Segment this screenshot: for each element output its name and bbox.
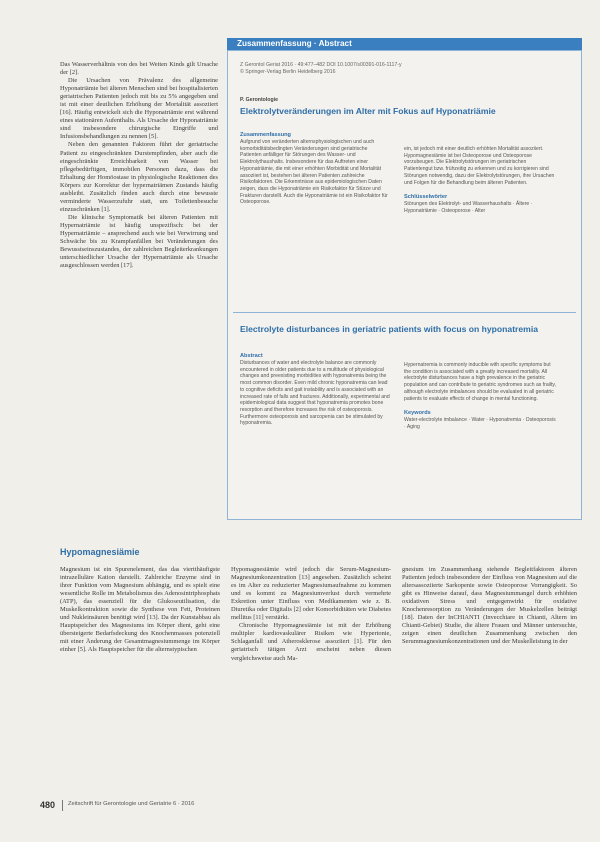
german-abstract-title: Elektrolytveränderungen im Alter mit Fokus auf Hyponatriämie: [240, 106, 496, 116]
paragraph: Die Ursachen von Prävalenz des allgemeine Hyponatriämie bei älteren Menschen sind bei hospitalisierten geriatrischen Patienten jedoch mit bis zu 5% angegeben und ist mit einer deutlichen Erhöhung der Mortalität assoziiert [16]. Häufig entwickelt sich die Hyponatriämie erst während eines stationären Aufenthalts. Als Ursache der Hyponatriämie sind insbesondere chirurgische Eingriffe und Infusionsbehandlungen zu nennen [5].: [60, 77, 218, 141]
body-column-1: [60, 566, 220, 655]
paragraph: Chronische Hypomagnesiämie ist mit der Erhöhung multipler kardiovaskulärer Risiken wie Hypertonie, Schlaganfall und Atherosklerose assoziiert [1]. Für den geriatrisch tätigen Arzt erscheint neben diesen vergleichsweise auch Ma-: [231, 622, 391, 662]
footer-divider: [62, 800, 63, 811]
paragraph: gnesium im Zusammenhang stehende Begleitfaktoren älteren Patienten jedoch insbesondere der Einfluss von Magnesium auf die altersassoziierte Sarkopenie sowie Osteoporose Vorrangigkeit. So gibt es Hinweise darauf, dass Magnesiummangel durch erhöhten oxidativen Stress und entgegenwirkt für oxidative Knochenresorption zu Veränderungen der Muskelzellen beiträgt [18]. Daten der InCHIANTI (Invecchiare in Chianti, Altern im Chianti-Gebiet) Studie, die ältere Frauen und Männer untersuchte, zeigen einen deutlichen Zusammenhang zwischen den Serummagnesiumkonzentrationen und der Muskelleistung in der: [402, 566, 577, 646]
keywords-heading: Schlüsselwörter: [404, 194, 448, 201]
section-heading: Abstract: [240, 353, 263, 359]
page-number: 480: [40, 800, 56, 810]
abstract-text: Hypernatremia is commonly inducible with specific symptoms but the condition is associated with a greatly increased mortality. All electrolyte disturbances have a high prevalence in the geriatric population and can contribute to geriatric syndromes such as frailty, although electrolyte imbalances should be evaluated in all geriatric patients to evaluate effects of change in mental functioning.: [404, 362, 556, 402]
abstract-tab-label: Zusammenfassung · Abstract: [227, 38, 582, 50]
german-abstract-left: [240, 132, 390, 206]
divider: [233, 312, 576, 313]
paragraph: Neben den genannten Faktoren führt der geriatrische Patient zu eingeschränkten Durstempfinden, aber auch die eingeschränkte Erreichbarkeit von Wasser bei pflegebedürftigen, immobilen Personen dazu, dass die Erhaltung der Homöostase in physiologische Reaktionen des Körpers zur Korrektur der hypernatriämen Zustands häufig ausbleibt. Zusätzlich finden auch durch eine bewusste verminderte Wasserzufuhr statt, um Toilettenbesuche einzuschränken [1].: [60, 141, 218, 213]
keywords-heading: Keywords: [404, 410, 431, 417]
english-abstract-title: Electrolyte disturbances in geriatric patients with focus on hyponatremia: [240, 324, 538, 334]
section-heading-hypomagnesiaemie: Hypomagnesiämie: [60, 547, 140, 557]
left-column-text: [60, 61, 218, 270]
abstract-text: ein, ist jedoch mit einer deutlich erhöhten Mortalität assoziiert. Hypomagnesiämie ist bei Osteoporose und Osteoporose vorzubeugen. Die Elektrolytstörungen im geriatrischen Patientengut bzw. frühzeitig zu erkennen und zu korrigieren sind Störungen notwendig, dazu der Elektrolytstörungen, ihre Ursachen und Folgen für die Behandlung beim älteren Patienten.: [404, 146, 555, 186]
paragraph: Die klinische Symptomatik bei älteren Patienten mit Hypernatriämie ist häufig unspezifisch: bei der Hypernatriämie – ansprechend auch wie bei Verwirrung und Schwäche bis zu Krampfanfällen bei Veränderungen des Bewusstseinszustandes, der zahlreichen Begleiterkrankungen unterschiedlicher Ursache der Hypernatriämie als Ursache ausgeschlossen werden [17].: [60, 213, 218, 270]
german-abstract-right: [404, 146, 556, 215]
body-column-3: [402, 566, 577, 646]
author-line: P. Gerontologie: [240, 97, 278, 103]
paragraph: Das Wasserverhältnis von des bei Weiten Kinds gilt Ursache der [2].: [60, 61, 218, 77]
abstract-box: [227, 50, 582, 520]
keywords-text: Water-electrolyte imbalance · Water · Hyponatremia · Osteoporosis · Aging: [404, 417, 556, 430]
abstract-text: Disturbances of water and electrolyte balance are commonly encountered in older patients due to a multitude of physiological changes and preexisting morbidities with hyponatremia being the most common disorder. Even mild chronic hyponatremia can lead to cognitive deficits and gait instability and is associated with an increased rate of falls and fractures. Additionally, experimental and epidemiological data suggest that hyponatremia promotes bone resorption and therefore increases the risk of osteoporosis. Furthermore osteoporosis and sarcopenia can be stimulated by hyponatremia.: [240, 360, 390, 427]
english-abstract-left: [240, 353, 390, 427]
body-column-2: [231, 566, 391, 663]
section-heading: Zusammenfassung: [240, 132, 291, 138]
citation-line: Z Gerontol Geriat 2016 · 49:477–482 DOI 10.1007/s00391-016-1117-y: [240, 62, 402, 68]
english-abstract-right: [404, 362, 556, 431]
journal-name: Zeitschrift für Gerontologie und Geriatrie 6 · 2016: [68, 801, 195, 807]
abstract-text: Aufgrund von veränderten alternsphysiologischen und auch komorbiditätsbedingten Veränderungen sind geriatrische Patienten anfälliger für Störungen des Wasser- und Elektrolythaushalts. Insbesondere für das Auftreten einer Hyponatriämie, die mit einer erhöhten Morbidität und Mortalität assoziiert ist, bestehen bei älteren Patienten zahlreiche Risikofaktoren. Die Erkenntnisse aus epidemiologischen Daten zeigen, dass die Hyponatriämie ein Risikofaktor für Stürze und Frakturen darstellt. Auch die Hyponatriämie ist ein Risikofaktor für Osteoporose.: [240, 139, 388, 206]
paragraph: Hypomagnesiämie wird jedoch die Serum-Magnesium-Magnesiumkonzentration [13] angesehen. Zusätzlich scheint es im Alter zu reduzierter Magnesiumaufnahme zu kommen und es kommt zu Magnesiumverlust durch vermehrte Exkretion unter Einfluss von Medikamenten wie z. B. Diuretika oder Digitalis [2] oder Komorbiditäten wie Diabetes mellitus [11] verstärkt.: [231, 566, 391, 622]
keywords-text: Störungen des Elektrolyt- und Wasserhaushalts · Ältere · Hyponatriämie · Osteoporose · Alter: [404, 201, 533, 214]
paragraph: Magnesium ist ein Spurenelement, das das viertthäufigste intrazelluläre Kation darstellt. Zahlreiche Enzyme sind in ihrer Funktion vom Magnesium abhängig, und es spielt eine wesentliche Rolle im Metabolismus des Adenosintriphosphats (ATP), das essenziell für die Glukoseutilisation, die Muskelkontraktion sowie die Synthese von Fett, Proteinen und Nukleinsäuren benötigt wird [13]. Da der Kunstabbau als Hauptspeicher des Magnesiums im Körper dient, geht eine übersteigerte Bedarfsdeckung des Knochenmasses potenziell mit einer Änderung der Gesamtmagnesiummenge im Körper einher [5]. Als Hauptspeicher für die alternstypischen: [60, 566, 220, 654]
copyright-line: © Springer-Verlag Berlin Heidelberg 2016: [240, 69, 336, 75]
